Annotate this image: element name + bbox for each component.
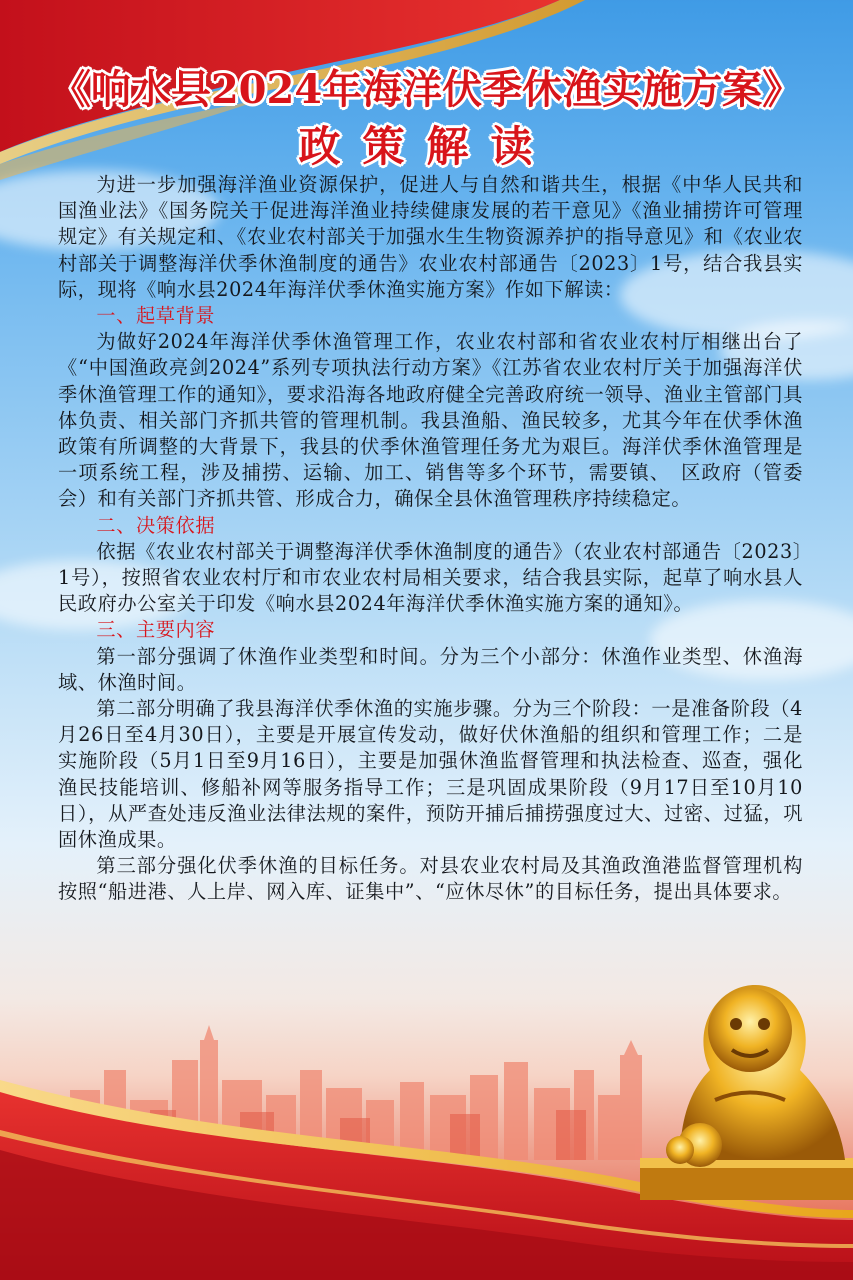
section-paragraph: 第一部分强调了休渔作业类型和时间。分为三个小部分：休渔作业类型、休渔海域、休渔时间。 <box>58 644 803 694</box>
section-heading: 二、决策依据 <box>96 513 216 537</box>
poster-title: 《响水县2024年海洋伏季休渔实施方案》 <box>50 66 803 113</box>
section-heading: 三、主要内容 <box>96 618 216 642</box>
section-paragraph: 第二部分明确了我县海洋伏季休渔的实施步骤。分为三个阶段：一是准备阶段（4月26日至4月30日），主要是开展宣传发动，做好伏休渔船的组织和管理工作；二是实施阶段（5月1日至9月16日），主要是加强休渔监督管理和执法检查、巡查，强化渔民技能培训、修船补网等服务指导工作；三是巩固成果阶段（9月17日至10月10日），从严查处违反渔业法律法规的案件，预防开捕后捕捞强度过大、过密、过猛，巩固休渔成果。 <box>58 697 803 852</box>
section-paragraph: 依据《农业农村部关于调整海洋伏季休渔制度的通告》（农业农村部通告〔2023〕1号），按照省农业农村厅和市农业农村局相关要求，结合我县实际，起草了响水县人民政府办公室关于印发《响水县2024年海洋伏季休渔实施方案的通知》。 <box>58 539 803 616</box>
intro-paragraph: 为进一步加强海洋渔业资源保护，促进人与自然和谐共生，根据《中华人民共和国渔业法》《国务院关于促进海洋渔业持续健康发展的若干意见》《渔业捕捞许可管理规定》有关规定和、《农业农村部关于加强水生生物资源养护的指导意见》和《农业农村部关于调整海洋伏季休渔制度的通告》农业农村部通告〔2023〕1号，结合我县实际，现将《响水县2024年海洋伏季休渔实施方案》作如下解读： <box>58 173 803 301</box>
section-heading: 一、起草背景 <box>96 304 216 328</box>
section-paragraph: 第三部分强化伏季休渔的目标任务。对县农业农村局及其渔政渔港监督管理机构按照“船进港、人上岸、网入库、证集中”、“应休尽休”的目标任务，提出具体要求。 <box>58 854 803 904</box>
policy-text <box>58 172 803 906</box>
poster-subtitle: 政策解读 <box>298 122 555 171</box>
golden-lion-icon <box>640 960 853 1200</box>
section-paragraph: 为做好2024年海洋伏季休渔管理工作，农业农村部和省农业农村厅相继出台了《“中国渔政亮剑2024”系列专项执法行动方案》《江苏省农业农村厅关于加强海洋伏季休渔管理工作的通知》，要求沿海各地政府健全完善政府统一领导、渔业主管部门具体负责、相关部门齐抓共管的管理机制。我县渔船、渔民较多，尤其今年在伏季休渔政策有所调整的大背景下，我县的伏季休渔管理任务尤为艰巨。海洋伏季休渔管理是一项系统工程，涉及捕捞、运输、加工、销售等多个环节，需要镇、 区政府（管委会）和有关部门齐抓共管、形成合力，确保全县休渔管理秩序持续稳定。 <box>58 330 803 511</box>
